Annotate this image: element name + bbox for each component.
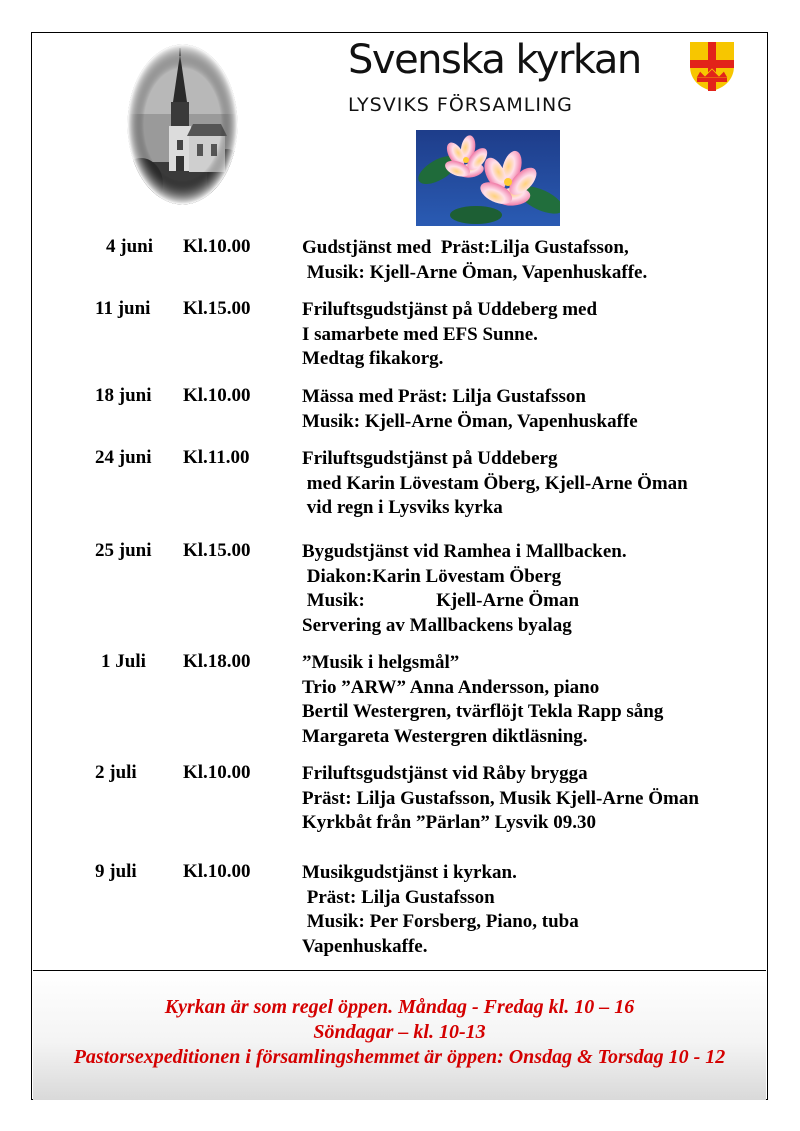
- entry-line: Präst: Lilja Gustafsson: [302, 886, 495, 908]
- entry-line: Margareta Westergren diktläsning.: [302, 725, 588, 747]
- opening-hours-sundays: Söndagar – kl. 10-13: [313, 1021, 486, 1043]
- parish-office-hours: Pastorsexpeditionen i församlingshemmet är öppen: Onsdag & Torsdag 10 - 12: [73, 1046, 726, 1068]
- entry-description: [302, 762, 772, 836]
- entry-date: 4 juni: [106, 236, 153, 257]
- entry-line: I samarbete med EFS Sunne.: [302, 323, 538, 345]
- entry-time: Kl.15.00: [183, 540, 251, 561]
- entry-description: [302, 236, 772, 285]
- entry-line: Medtag fikakorg.: [302, 348, 444, 370]
- entry-line: Musikgudstjänst i kyrkan.: [302, 862, 517, 883]
- entry-description: [302, 540, 772, 638]
- entry-line: Bertil Westergren, tvärflöjt Tekla Rapp sång: [302, 701, 664, 723]
- entry-date: 9 juli: [95, 861, 137, 882]
- frangipani-flower-photo: [416, 130, 560, 226]
- entry-line: Gudstjänst med Präst:Lilja Gustafsson,: [302, 237, 629, 258]
- entry-description: [302, 298, 772, 372]
- opening-hours-weekdays: Kyrkan är som regel öppen. Måndag - Fredag kl. 10 – 16: [164, 996, 635, 1018]
- entry-line: Musik: Kjell-Arne Öman, Vapenhuskaffe.: [302, 261, 648, 283]
- entry-line: Musik: Kjell-Arne Öman: [302, 590, 580, 612]
- entry-time: Kl.10.00: [183, 762, 251, 783]
- crown-cross-shield-icon: [688, 40, 736, 92]
- entry-line: ”Musik i helgsmål”: [302, 652, 460, 673]
- entry-line: Diakon:Karin Lövestam Öberg: [302, 565, 562, 587]
- entry-line: Friluftsgudstjänst vid Råby brygga: [302, 763, 588, 784]
- entry-date: 2 juli: [95, 762, 137, 783]
- entry-line: Trio ”ARW” Anna Andersson, piano: [302, 676, 600, 698]
- entry-time: Kl.10.00: [183, 236, 251, 257]
- entry-description: [302, 651, 772, 749]
- parish-name: LYSVIKS FÖRSAMLING: [348, 94, 573, 116]
- entry-line: med Karin Lövestam Öberg, Kjell-Arne Öman: [302, 472, 688, 494]
- church-photo: [127, 44, 238, 205]
- entry-description: [302, 861, 772, 959]
- entry-line: Präst: Lilja Gustafsson, Musik Kjell-Arne Öman: [302, 787, 699, 809]
- entry-date: 25 juni: [95, 540, 152, 561]
- entry-line: Servering av Mallbackens byalag: [302, 614, 572, 636]
- entry-date: 1 Juli: [101, 651, 146, 672]
- entry-line: Vapenhuskaffe.: [302, 935, 428, 957]
- entry-date: 11 juni: [95, 298, 151, 319]
- entry-date: 24 juni: [95, 447, 152, 468]
- entry-time: Kl.10.00: [183, 861, 251, 882]
- opening-hours-footer: [33, 970, 766, 1100]
- entry-time: Kl.10.00: [183, 385, 251, 406]
- entry-line: Kyrkbåt från ”Pärlan” Lysvik 09.30: [302, 812, 596, 834]
- entry-time: Kl.18.00: [183, 651, 251, 672]
- entry-line: Musik: Per Forsberg, Piano, tuba: [302, 911, 579, 933]
- entry-time: Kl.11.00: [183, 447, 250, 468]
- entry-line: Musik: Kjell-Arne Öman, Vapenhuskaffe: [302, 410, 638, 432]
- entry-time: Kl.15.00: [183, 298, 251, 319]
- entry-description: [302, 385, 772, 434]
- church-logo: [346, 38, 746, 128]
- entry-line: Friluftsgudstjänst på Uddeberg: [302, 448, 558, 469]
- entry-description: [302, 447, 772, 521]
- entry-date: 18 juni: [95, 385, 152, 406]
- entry-line: Bygudstjänst vid Ramhea i Mallbacken.: [302, 541, 627, 562]
- entry-line: vid regn i Lysviks kyrka: [302, 497, 503, 519]
- entry-line: Friluftsgudstjänst på Uddeberg med: [302, 299, 598, 320]
- logo-name: Svenska kyrkan: [348, 37, 641, 83]
- entry-line: Mässa med Präst: Lilja Gustafsson: [302, 386, 586, 407]
